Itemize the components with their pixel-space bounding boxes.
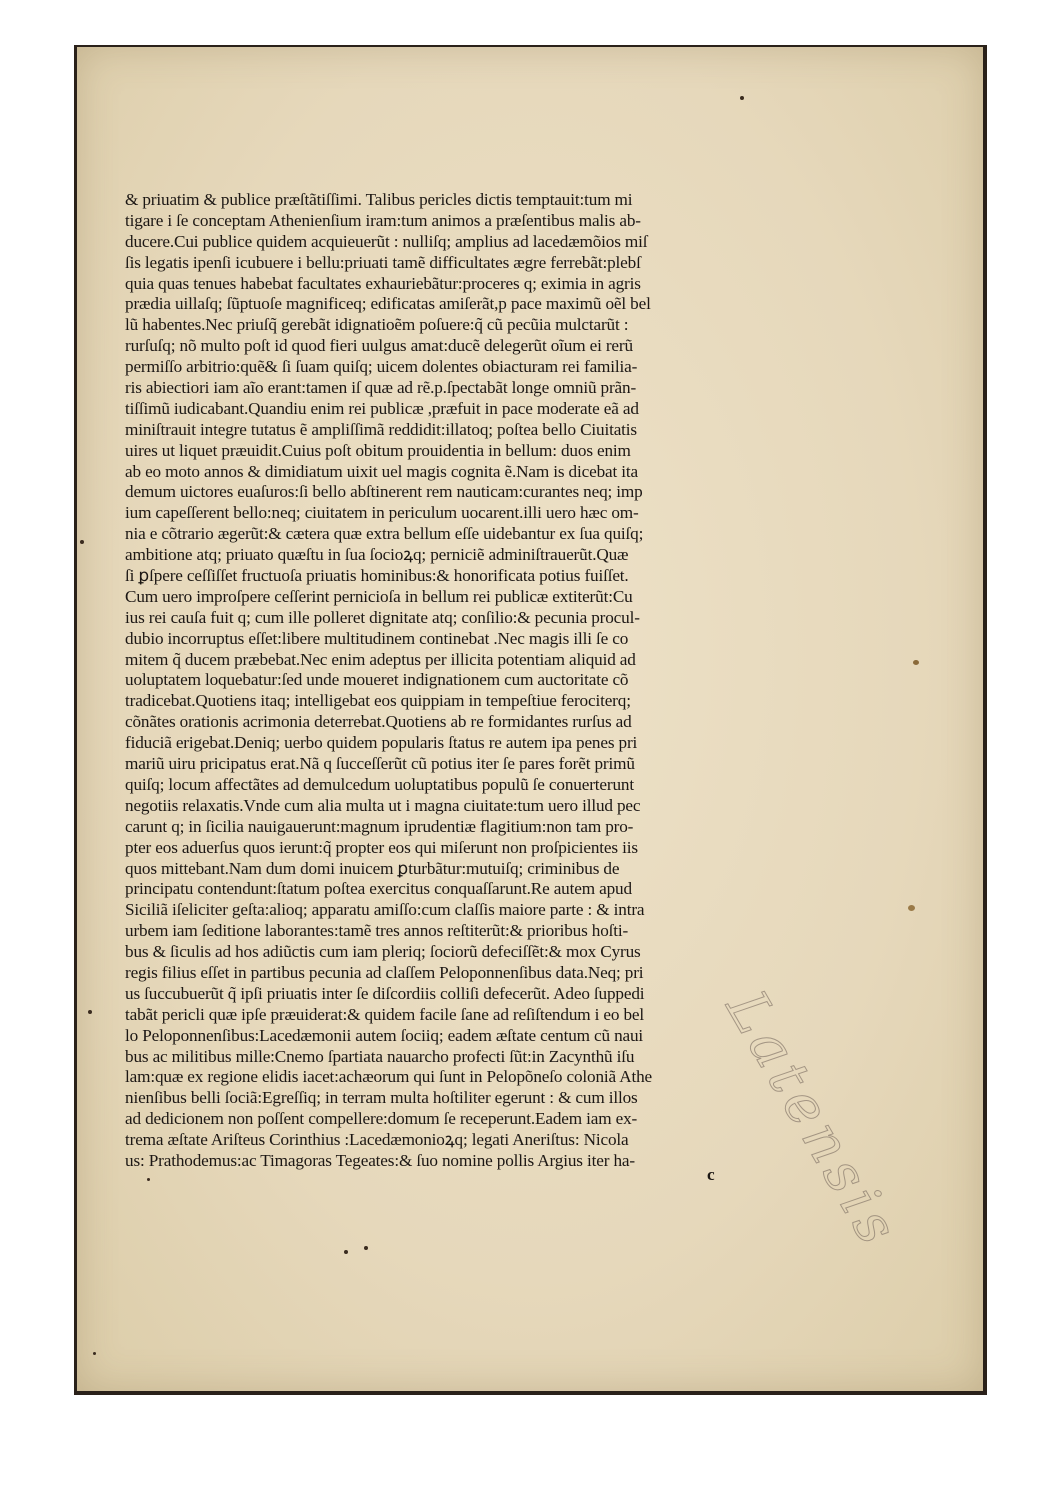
text-line: miniſtrauit integre tutatus ẽ ampliſſimã reddidit:illatoq; poſtea bello Ciuitatis bbox=[125, 419, 637, 439]
text-line: lam:quæ ex regione elidis iacet:achæorum qui ſunt in Pelopõneſo coloniã Athe bbox=[125, 1067, 653, 1087]
paper-speck bbox=[147, 1178, 150, 1181]
text-line: quos mittebant.Nam dum domi inuicem ꝑturbãtur:mutuiſq; criminibus de bbox=[125, 858, 620, 878]
text-line: ris abiectiori iam aĩo erant:tamen iſ quæ ad rẽ.p.ſpectabãt longe omniũ prãn- bbox=[125, 378, 637, 398]
paper-speck bbox=[88, 1010, 92, 1014]
text-line: quiſq; locum affectãtes ad demulcedum uoluptatibus populũ ſe conuerterunt bbox=[125, 774, 634, 794]
text-line: nienſibus belli ſociã:Egreſſiq; in terram multa hoſtiliter egerunt : & cum illos bbox=[125, 1088, 638, 1108]
text-line: us ſuccubuerũt q̃ ipſi priuatis inter ſe diſcordiis colliſi defecerũt. Adeo ſuppedi bbox=[125, 983, 645, 1003]
text-line: pter eos aduerſus quos ierunt:q̃ propter eos qui miſerunt non proſpicientes iis bbox=[125, 837, 638, 857]
page-text bbox=[125, 190, 785, 1172]
text-line: fiduciã erigebat.Deniq; uerbo quidem popularis ſtatus re autem ipa penes pri bbox=[125, 733, 638, 753]
text-line: mariũ uiru pricipatus erat.Nã q ſucceſſerũt cũ potius iter ſe pares forẽt primũ bbox=[125, 754, 635, 774]
text-line: bus & ſiculis ad hos adiũctis cum iam pleriq; ſociorũ defeciſſẽt:& mox Cyrus bbox=[125, 942, 641, 962]
handwritten-signature-watermark: Latensis bbox=[713, 980, 913, 1260]
paper-speck bbox=[80, 540, 84, 544]
paper-speck bbox=[364, 1246, 368, 1250]
paper-speck bbox=[344, 1250, 348, 1254]
text-line: ſi ꝑſpere ceſſiſſet fructuoſa priuatis hominibus:& honorificata potius fuiſſet. bbox=[125, 566, 629, 586]
text-line: uoluptatem loquebatur:ſed unde moueret indignationem cum auctoritate cõ bbox=[125, 670, 629, 690]
paper-speck bbox=[740, 96, 744, 100]
text-line: ium capeſſerent bello:neq; ciuitatem in periculum uocarent.illi uero hæc om- bbox=[125, 503, 639, 523]
text-line: trema æſtate Ariſteus Corinthius :Lacedæmonioꝝq; legati Aneriſtus: Nicola bbox=[125, 1130, 629, 1150]
text-line: lo Peloponnenſibus:Lacedæmonii autem ſociiq; eadem æſtate centum cũ naui bbox=[125, 1025, 644, 1045]
text-line: tigare i ſe conceptam Athenienſium iram:tum animos a præſentibus malis ab- bbox=[125, 210, 641, 230]
text-line: ad dedicionem non poſſent compellere:domum ſe receperunt.Eadem iam ex- bbox=[125, 1109, 638, 1129]
text-line: cõnãtes orationis acrimonia deterrebat.Quotiens ab re formidantes rurſus ad bbox=[125, 712, 632, 732]
text-line: bus ac militibus mille:Cnemo ſpartiata nauarcho profecti ſũt:in Zacynthũ iſu bbox=[125, 1046, 635, 1066]
text-line: regis filius eſſet in partibus pecunia ad claſſem Peloponnenſibus data.Neq; pri bbox=[125, 962, 644, 982]
text-line: urbem iam ſeditione laborantes:tamẽ tres annos reſtiterũt:& prioribus hoſti- bbox=[125, 921, 629, 941]
paper-speck bbox=[93, 1352, 96, 1355]
text-line: carunt q; in ſicilia nauigauerunt:magnum iprudentiæ flagitium:non tam pro- bbox=[125, 816, 634, 836]
text-line: mitem q̃ ducem præbebat.Nec enim adeptus per illicita potentiam aliquid ad bbox=[125, 649, 636, 669]
text-line: us: Prathodemus:ac Timagoras Tegeates:& ſuo nomine pollis Argius iter ha- bbox=[125, 1150, 635, 1170]
text-line: ſis legatis ipenſi icubuere i bellu:priuati tamẽ difficultates ægre ferrebãt:plebſ bbox=[125, 252, 641, 272]
text-line: negotiis relaxatis.Vnde cum alia multa ut i magna ciuitate:tum uero illud pec bbox=[125, 795, 641, 815]
text-line: permiſſo arbitrio:quẽ& ſi ſuam quiſq; uicem dolentes obiacturam rei familia- bbox=[125, 357, 638, 377]
text-line: nia e cõtrario ægerũt:& cætera quæ extra bellum eſſe uidebantur ex ſua quiſq; bbox=[125, 524, 644, 544]
text-line: ducere.Cui publice quidem acquieuerũt : nulliſq; amplius ad lacedæmõios miſ bbox=[125, 231, 648, 251]
text-line: Cum uero improſpere ceſſerint pernicioſa in bellum rei publicæ extiterũt:Cu bbox=[125, 586, 633, 606]
text-line: tiſſimũ iudicabant.Quandiu enim rei publicæ ,præfuit in pace moderate eã ad bbox=[125, 398, 639, 418]
text-line: dubio incorruptus eſſet:libere multitudinem continebat .Nec magis illi ſe co bbox=[125, 628, 629, 648]
text-line: ius rei cauſa fuit q; cum ille polleret dignitate atq; conſilio:& pecunia procul- bbox=[125, 607, 640, 627]
paper-speck bbox=[913, 660, 919, 665]
text-line: quia quas tenues habebat facultates exhauriebãtur:proceres q; eximia in agris bbox=[125, 273, 641, 293]
text-line: uires ut liquet præuidit.Cuius poſt obitum prouidentia in bellum: duos enim bbox=[125, 440, 631, 460]
text-line: ab eo moto annos & dimidiatum uixit uel magis cognita ẽ.Nam is dicebat ita bbox=[125, 461, 639, 481]
text-line: tradicebat.Quotiens itaq; intelligebat eos quippiam in tempeſtiue ferociterq; bbox=[125, 691, 631, 711]
text-line: principatu contendunt:ſtatum poſtea exercitus conquaſſarunt.Re autem apud bbox=[125, 879, 632, 899]
text-line: Siciliã iſeliciter geſta:alioq; apparatu amiſſo:cum claſſis maiore parte : & intra bbox=[125, 900, 645, 920]
signature-mark: c bbox=[707, 1165, 715, 1184]
text-line: lũ habentes.Nec priuſq̃ gerebãt idignatioẽm poſuere:q̃ cũ pecũia mulctarũt : bbox=[125, 315, 629, 335]
text-line: rurſuſq; nõ multo poſt id quod fieri uulgus amat:ducẽ delegerũt oĩum ei rerũ bbox=[125, 336, 633, 356]
text-line: prædia uillaſq; ſũptuoſe magnificeq; edificatas amiſerãt,p pace maximũ oẽl bel bbox=[125, 294, 651, 314]
text-line: demum uictores euaſuros:ſi bello abſtinerent rem nauticam:curantes neq; imp bbox=[125, 482, 643, 502]
text-line: ambitione atq; priuato quæſtu in ſua ſocioꝝq; perniciẽ adminiſtrauerũt.Quæ bbox=[125, 545, 629, 565]
text-line: & priuatim & publice præſtãtiſſimi. Talibus pericles dictis temptauit:tum mi bbox=[125, 190, 633, 209]
text-line: tabãt pericli quæ ipſe præuiderat:& quidem facile ſane ad reſiſtendum i eo bel bbox=[125, 1004, 645, 1024]
paper-speck bbox=[908, 905, 915, 911]
